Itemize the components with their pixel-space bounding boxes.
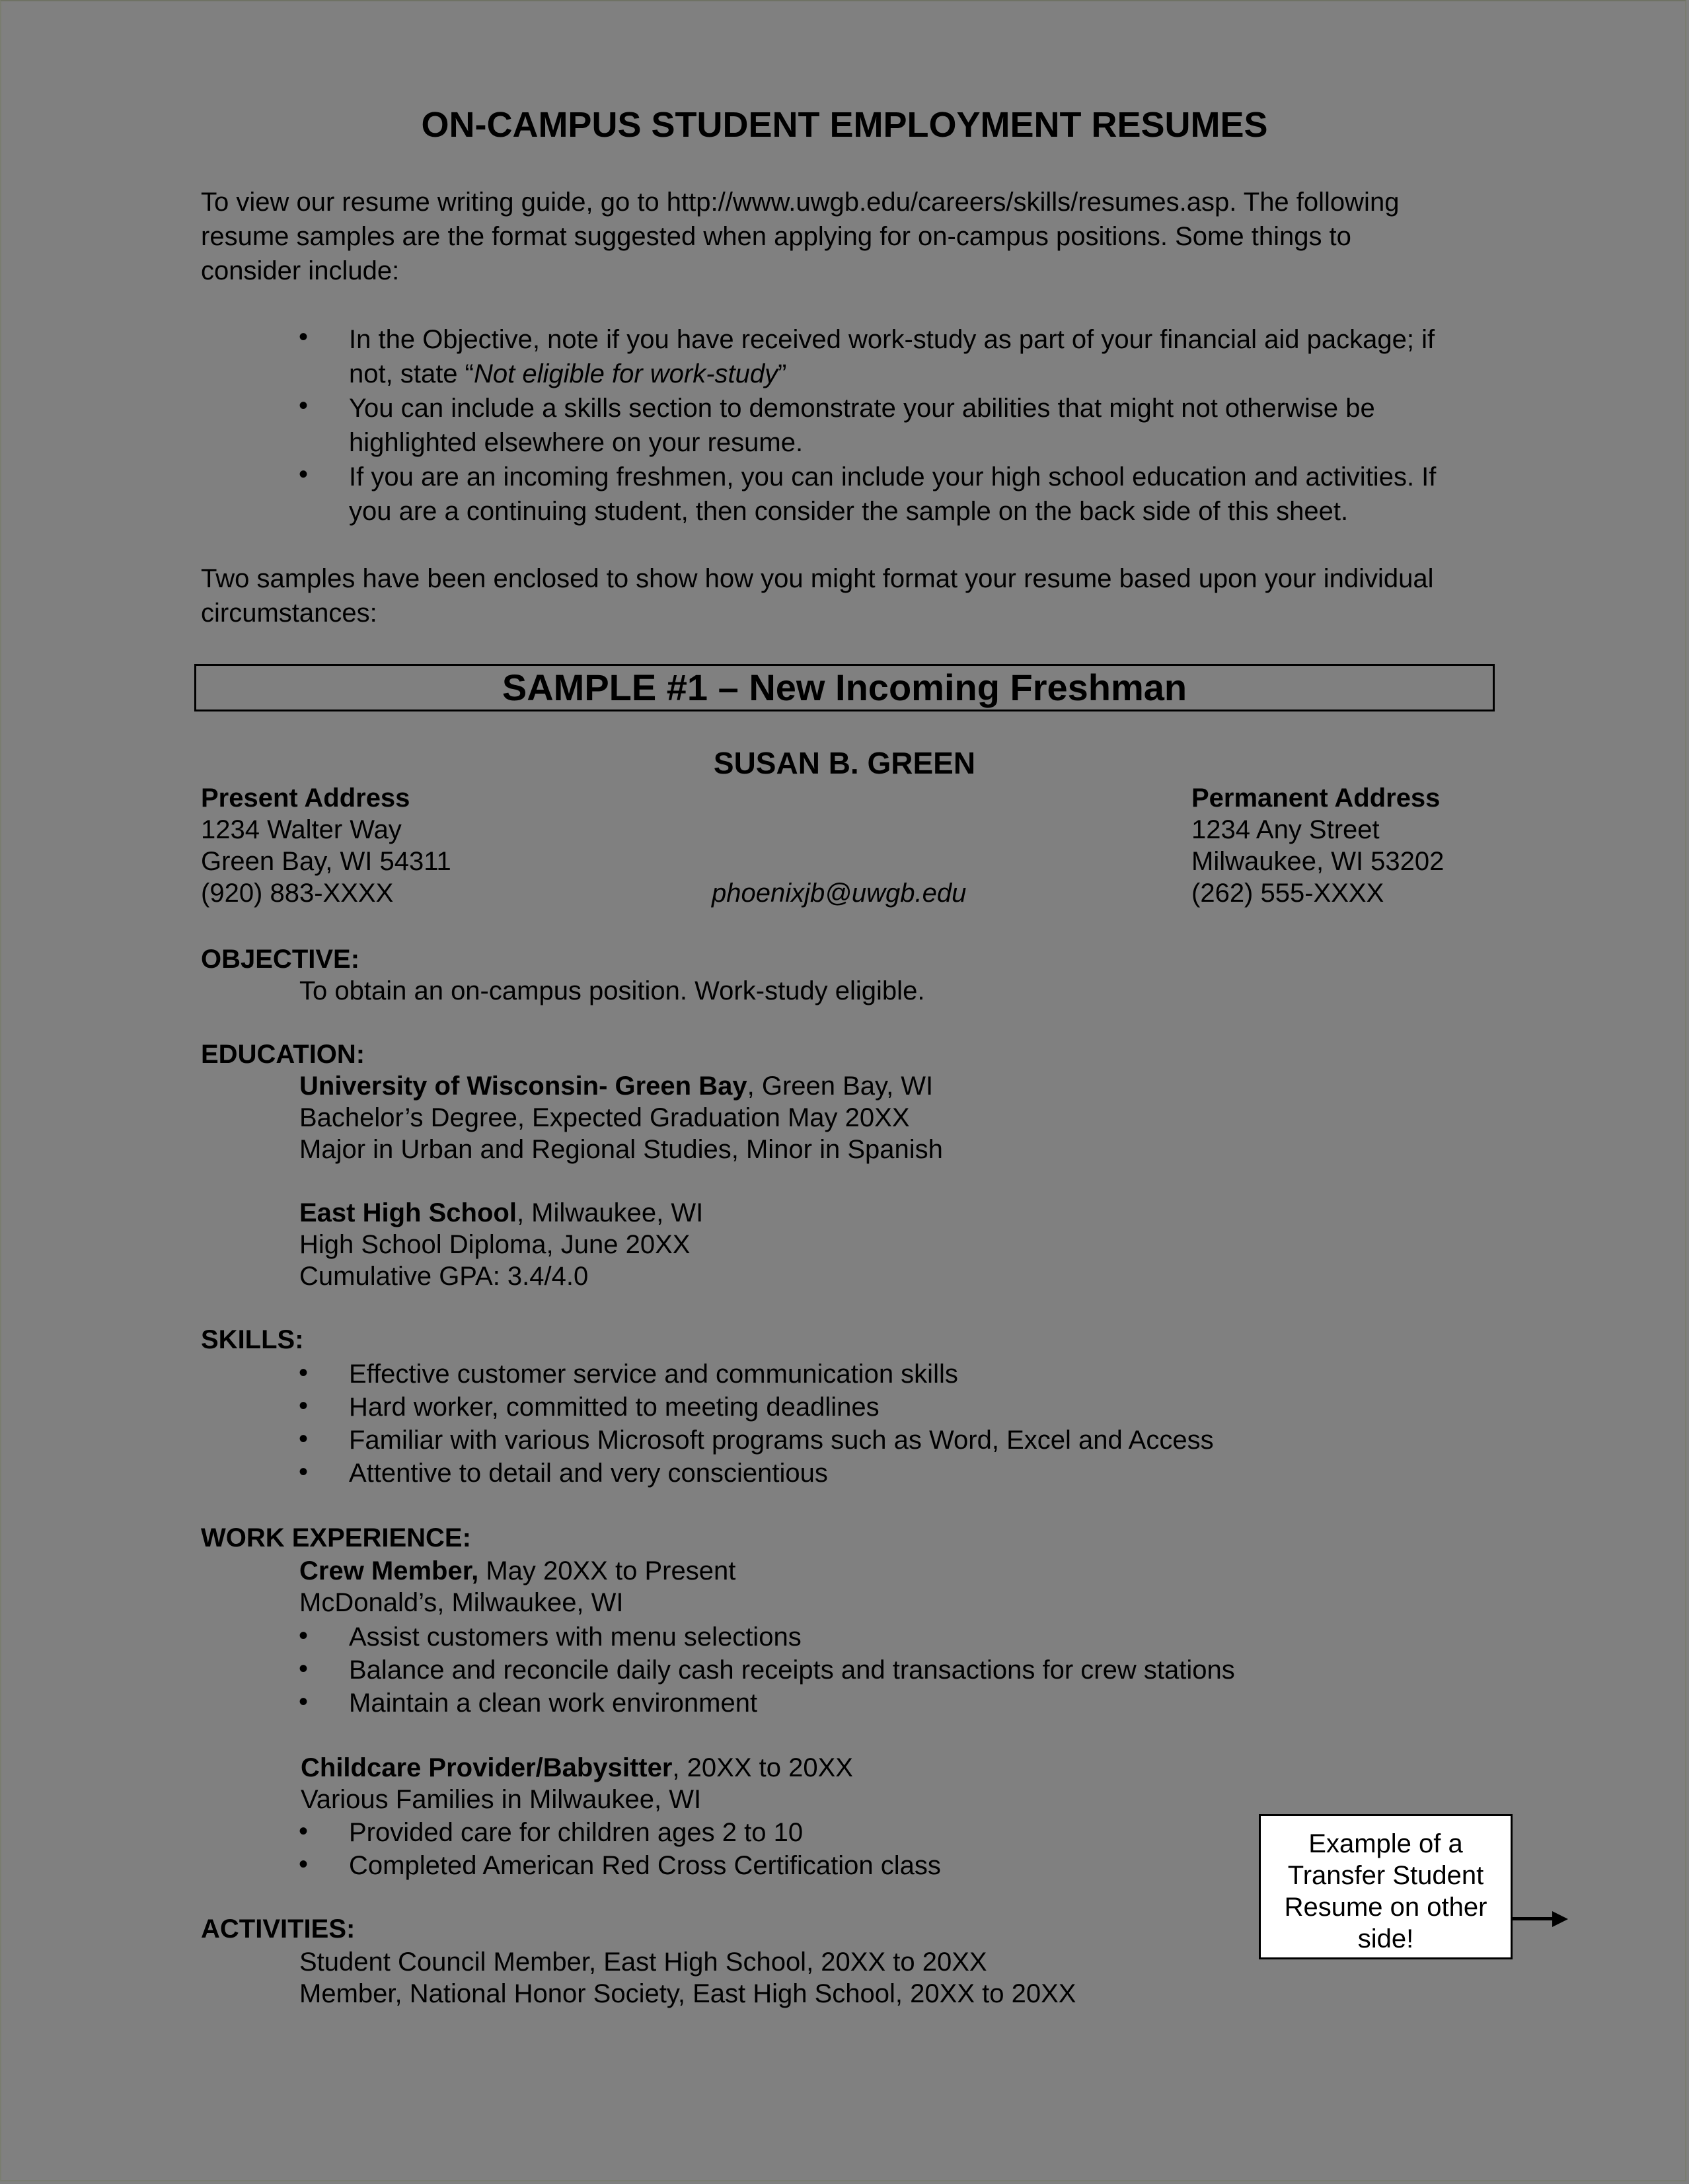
skill-item: Effective customer service and communication skills [349, 1360, 958, 1389]
tip-item: In the Objective, note if you have received work-study as part of your financial aid package; if not, state “Not eligible for work-study” [349, 325, 1435, 388]
samples-intro: Two samples have been enclosed to show how you might format your resume based upon your individual circumstances: [201, 564, 1434, 628]
employer: Various Families in Milwaukee, WI [301, 1785, 702, 1814]
school-name: East High School [299, 1198, 517, 1227]
section-heading-activities: ACTIVITIES: [201, 1914, 356, 1944]
intro-line: To view our resume writing guide, go to http://www.uwgb.edu/careers/skills/resumes.asp. The following [201, 188, 1400, 217]
skill-item: Hard worker, committed to meeting deadlines [349, 1393, 880, 1422]
job-bullet: Completed American Red Cross Certification class [349, 1851, 941, 1880]
job-header: Crew Member, May 20XX to Present McDonald’s, Milwaukee, WI [299, 1556, 736, 1617]
job-header: Childcare Provider/Babysitter, 20XX to 20XX Various Families in Milwaukee, WI [301, 1753, 853, 1814]
tip-item: If you are an incoming freshmen, you can include your high school education and activities. If you are a continuing student, then consider the sample on the back side of this sheet. [349, 462, 1437, 526]
employer: McDonald’s, Milwaukee, WI [299, 1588, 624, 1617]
emphasis-text: Not eligible for work-study [473, 359, 778, 388]
tip-item: You can include a skills section to demonstrate your abilities that might not otherwise be highlighted elsewhere on your resume. [349, 394, 1375, 457]
email-link[interactable]: phoenixjb@uwgb.edu [712, 879, 967, 908]
section-heading-skills: SKILLS: [201, 1325, 304, 1354]
section-heading-work: WORK EXPERIENCE: [201, 1523, 471, 1552]
skill-item: Familiar with various Microsoft programs such as Word, Excel and Access [349, 1426, 1214, 1455]
section-heading-objective: OBJECTIVE: [201, 945, 360, 974]
section-heading-education: EDUCATION: [201, 1040, 365, 1069]
permanent-address: Permanent Address 1234 Any Street Milwaukee, WI 53202 (262) 555-XXXX [1191, 783, 1445, 908]
intro-line: resume samples are the format suggested when applying for on-campus positions. Some things to [201, 222, 1351, 251]
job-bullet: Maintain a clean work environment [349, 1689, 758, 1718]
objective-text: To obtain an on-campus position. Work-study eligible. [299, 976, 925, 1005]
bullet-icon: • [299, 1391, 309, 1420]
bullet-icon: • [299, 1687, 309, 1716]
job-bullet: Assist customers with menu selections [349, 1622, 802, 1652]
bullet-icon: • [299, 1457, 309, 1486]
page-title: ON-CAMPUS STUDENT EMPLOYMENT RESUMES [421, 105, 1268, 145]
resume-name: SUSAN B. GREEN [713, 746, 976, 780]
bullet-icon: • [299, 1621, 309, 1650]
skill-item: Attentive to detail and very conscientious [349, 1459, 828, 1488]
activity-item: Member, National Honor Society, East High School, 20XX to 20XX [299, 1979, 1076, 2008]
activities-list [299, 1946, 1076, 2010]
present-address: Present Address 1234 Walter Way Green Bay, WI 54311 (920) 883-XXXX [201, 783, 451, 908]
job-title: Childcare Provider/Babysitter [301, 1753, 673, 1782]
school-name: University of Wisconsin- Green Bay [299, 1072, 747, 1101]
activity-item: Student Council Member, East High School, 20XX to 20XX [299, 1947, 987, 1977]
bullet-icon: • [299, 460, 309, 489]
education-entry: East High School, Milwaukee, WI High School Diploma, June 20XX Cumulative GPA: 3.4/4.0 [299, 1198, 704, 1291]
intro-line: consider include: [201, 256, 400, 285]
permanent-address-label: Permanent Address [1191, 783, 1441, 813]
intro-paragraph [201, 185, 1399, 288]
bullet-icon: • [299, 1817, 309, 1846]
job-bullet: Balance and reconcile daily cash receipts and transactions for crew stations [349, 1656, 1235, 1685]
bullet-icon: • [299, 1850, 309, 1879]
bullet-icon: • [299, 1358, 309, 1387]
bullet-icon: • [299, 322, 309, 351]
bullet-icon: • [299, 1424, 309, 1453]
education-entry: University of Wisconsin- Green Bay, Green Bay, WI Bachelor’s Degree, Expected Graduation May 20XX Major in Urban and Regional Studies, Minor in Spanish [299, 1072, 943, 1164]
bullet-icon: • [299, 1654, 309, 1683]
present-address-label: Present Address [201, 783, 410, 813]
job-bullet: Provided care for children ages 2 to 10 [349, 1818, 804, 1847]
callout-box: Example of a Transfer Student Resume on other side! [1259, 1814, 1513, 1959]
bullet-icon: • [299, 391, 309, 420]
sample-heading-box: SAMPLE #1 – New Incoming Freshman [194, 664, 1495, 711]
job-title: Crew Member, [299, 1556, 479, 1585]
